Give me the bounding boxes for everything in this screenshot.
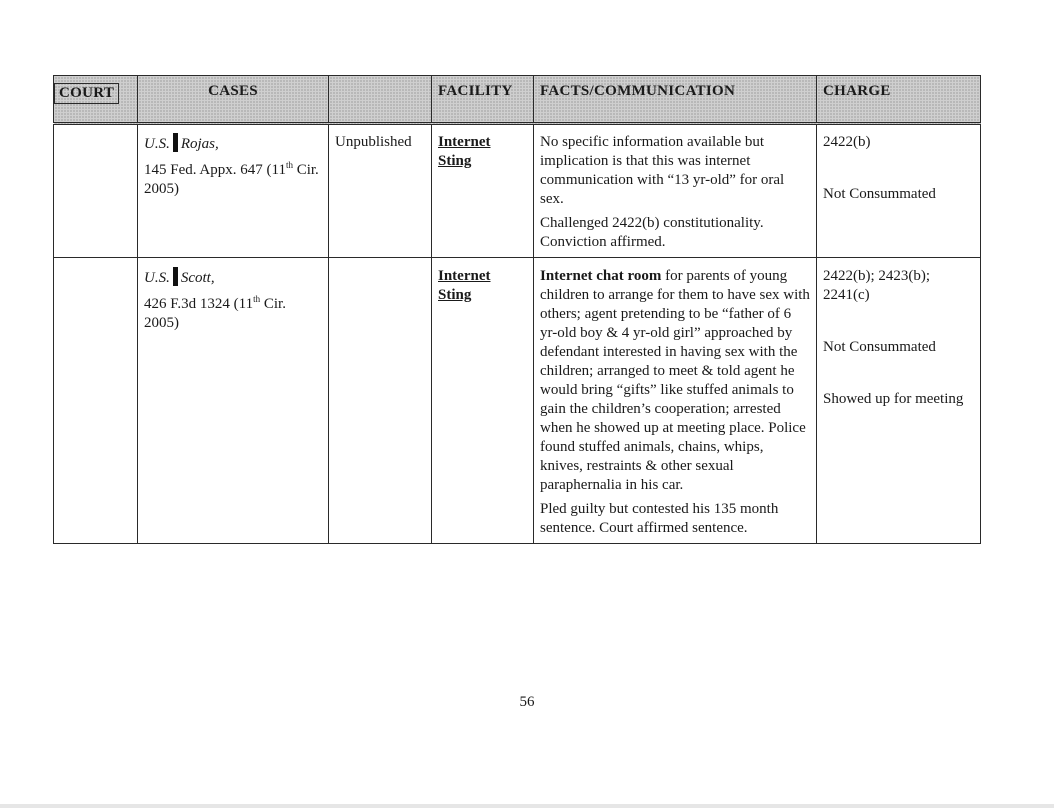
- charge-cell: [817, 258, 981, 544]
- case-name: U.S. Rojas,: [144, 133, 322, 154]
- facts-paragraph: Challenged 2422(b) constitutionality. Conviction affirmed.: [540, 215, 764, 250]
- header-facts: FACTS/COMMUNICATION: [534, 76, 817, 124]
- header-charge: CHARGE: [817, 76, 981, 124]
- publication-status: Unpublished: [329, 124, 432, 258]
- header-court: COURT: [54, 76, 138, 124]
- cases-table: [53, 75, 981, 544]
- charge-code: 2422(b); 2423(b); 2241(c): [823, 268, 931, 303]
- court-cell: [54, 258, 138, 544]
- facts-paragraph: Internet chat room for parents of young children to arrange for them to have sex with others; agent pretending to be “father of 6 yr-old boy & 4 yr-old girl” approached by defendant interested in having sex with the children; arranged to meet & told agent he would bring “gifts” like stuffed animals to gain the children’s cooperation; arrested when he showed up at meeting place. Police found stuffed animals, chains, whips, knives, restraints & other sexual paraphernalia in his car.: [540, 268, 810, 493]
- publication-status: [329, 258, 432, 544]
- page-number: 56: [519, 694, 535, 710]
- facility-cell: [432, 124, 534, 258]
- case-citation: 145 Fed. Appx. 647 (11th Cir. 2005): [144, 160, 319, 197]
- facts-paragraph: No specific information available but implication is that this was internet communication with “13 yr-old” for oral sex.: [540, 134, 785, 207]
- facility-cell: [432, 258, 534, 544]
- charge-code: 2422(b): [823, 134, 871, 150]
- facility-label: Internet Sting: [438, 268, 491, 303]
- header-blank: [329, 76, 432, 124]
- table-row: [54, 258, 981, 544]
- header-row: [54, 76, 981, 124]
- page-edge: [0, 804, 1054, 808]
- charge-status: Not Consummated: [823, 186, 936, 202]
- facts-cell: [534, 124, 817, 258]
- facts-paragraph: Pled guilty but contested his 135 month sentence. Court affirmed sentence.: [540, 501, 779, 536]
- charge-cell: [817, 124, 981, 258]
- header-cases: CASES: [138, 76, 329, 124]
- case-cell: [138, 258, 329, 544]
- redaction-mark: [173, 267, 178, 286]
- facts-cell: [534, 258, 817, 544]
- case-cell: [138, 124, 329, 258]
- facility-label: Internet Sting: [438, 134, 491, 169]
- case-name: U.S. Scott,: [144, 267, 322, 288]
- charge-status: Not Consummated: [823, 339, 936, 355]
- table-row: [54, 124, 981, 258]
- court-cell: [54, 124, 138, 258]
- charge-note: Showed up for meeting: [823, 391, 964, 407]
- case-citation: 426 F.3d 1324 (11th Cir. 2005): [144, 294, 286, 331]
- header-facility: FACILITY: [432, 76, 534, 124]
- redaction-mark: [173, 133, 178, 152]
